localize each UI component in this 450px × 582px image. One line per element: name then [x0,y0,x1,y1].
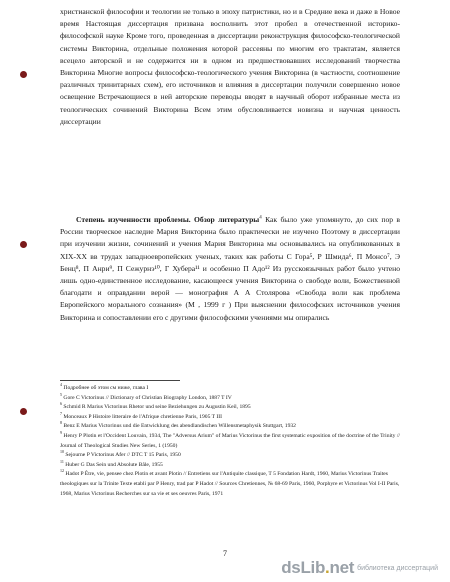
footnote-number: 7 [60,410,62,416]
watermark-logo: dsLib.net [281,558,355,577]
footnote [60,422,400,432]
footnote-number: 11 [60,458,64,464]
footnote-text: Sejourne P Victorinus Afer // DTC T 15 Paris, 1950 [65,452,181,459]
footnote [60,391,400,407]
footnote [60,410,400,423]
footnote-text: Henry P Plotin et l'Occident Louvain, 1934, The "Adversus Arium" of Marius Victorinus the first systematic exposition of the doctrine of the Trinity // Journal of Theological Studies New Series, 1 (1950) [60,432,400,449]
margin-bullet-icon [20,408,27,415]
dslib-watermark[interactable] [281,558,438,578]
footnote-text: Gore C Victorinus // Dictionary of Christian Biography London, 1887 T IV [63,394,232,401]
literature-review-section [60,214,400,324]
footnote [60,432,400,451]
footnote-divider [60,380,180,381]
footnote-number: 12 [60,468,64,474]
footnote-text: Benz E Marius Victorinus und die Entwicklung des abendlandischen Willensmetaphysik Stuttgart, 1932 [63,423,296,430]
margin-bullet-icon [20,71,27,78]
footnote [60,384,400,394]
paragraph-1-text: христианской философии и теологии не только в эпоху патристики, но и в Средние века и даже в Новое время Настоящая диссертация призвана восполнить этот пробел в отечественной историко-философской науке Кроме того, проведенная в диссертации реконструкция философско-теологической системы Викторина, отдельные положения которой рассеяны по многим его трактатам, является всецело авторской и не содержится ни в одном из предшествовавших исследований творчества Викторина Многие вопросы философско-теологического учения Викторина (в частности, соотношение различных тринитарных схем), его источников и влияния в диссертации получили совершенно новое освещение Встречающиеся в ней авторские переводы вводят в научный оборот избранные места из теологических сочинений Викторина Всем этим обусловливается новизна и научная ценность диссертации [60,7,400,126]
footnote-number: 9 [60,430,62,436]
margin-bullet-icon [20,241,27,248]
footnote-text: Huber G Das Sein und Absolute Bâle, 1955 [65,461,163,468]
footnote [60,403,400,413]
footnote-number: 8 [60,420,62,426]
footnote-number: 4 [60,382,62,388]
paragraph-2 [60,214,400,324]
footnote-text: Schmid R Marius Victorinus Rhetor und seine Beziehungen zu Augustin Keil, 1895 [63,404,251,411]
footnote [60,451,400,461]
page-number: 7 [223,549,227,558]
watermark-caption: библиотека диссертаций [357,564,438,572]
footnote-number: 5 [60,391,62,397]
footnote [60,458,400,474]
footnote-text: Monceaux P Histoire litteraire de l'Afrique chretienne Paris, 1905 T III [63,413,222,420]
footnote-text: Hadot P Être, vie, pensee chez Plotin et avant Plotin // Entretiens sur l'Antiquite classique, T 5 Fondation Hardt, 1960, Marius Victorinus Traites theologiques sur la Trinite Texte etabli par P Henry, trad par P Hadot // Sources Chretiennes, № 68-69 Paris, 1960, Porphyre et Victorinus Vol I-II Paris, 1968, Marius Victorinus Recherches sur sa vie et ses oeuvres Paris, 1971 [60,471,400,497]
footnote-text: Подробнее об этом см ниже, глава I [63,385,149,391]
heading-footnote-ref: 4 [259,215,262,221]
footnote-number: 10 [60,449,64,455]
paragraph-continuation [60,6,400,128]
footnote [60,470,400,499]
footnote-number: 6 [60,401,62,407]
paragraph-2-text: Как было уже упомянуто, до сих пор в России творческое наследие Мария Викторина было практически не изучено Поэтому в диссертации при изучении жизни, сочинений и учения Мария Викторина мы основывались на опубликованных в XIX-XX вв трудах западноевропейских ученых, таких как работы С Гора⁵, Р Шмида⁶, П Монсо⁷, Э Бенц⁸, П Анри⁹, П Сежурнэ¹⁰, Г Хубера¹¹ и особенно П Адо¹² Из русскоязычных работ было учтено лишь одно-единственное исследование, касающееся учения Викторина о свободе воли, Божественной благодати и оправдании верой — монография А А Столярова «Свобода воли как проблема Европейского морального сознания» (М , 1999 г ) При выяснении философских источников учения Викторина и сопоставлении его с другими философскими учениями мы опирались [60,215,400,322]
footnotes [60,380,400,499]
section-heading: Степень изученности проблемы. Обзор литературы [76,215,260,224]
